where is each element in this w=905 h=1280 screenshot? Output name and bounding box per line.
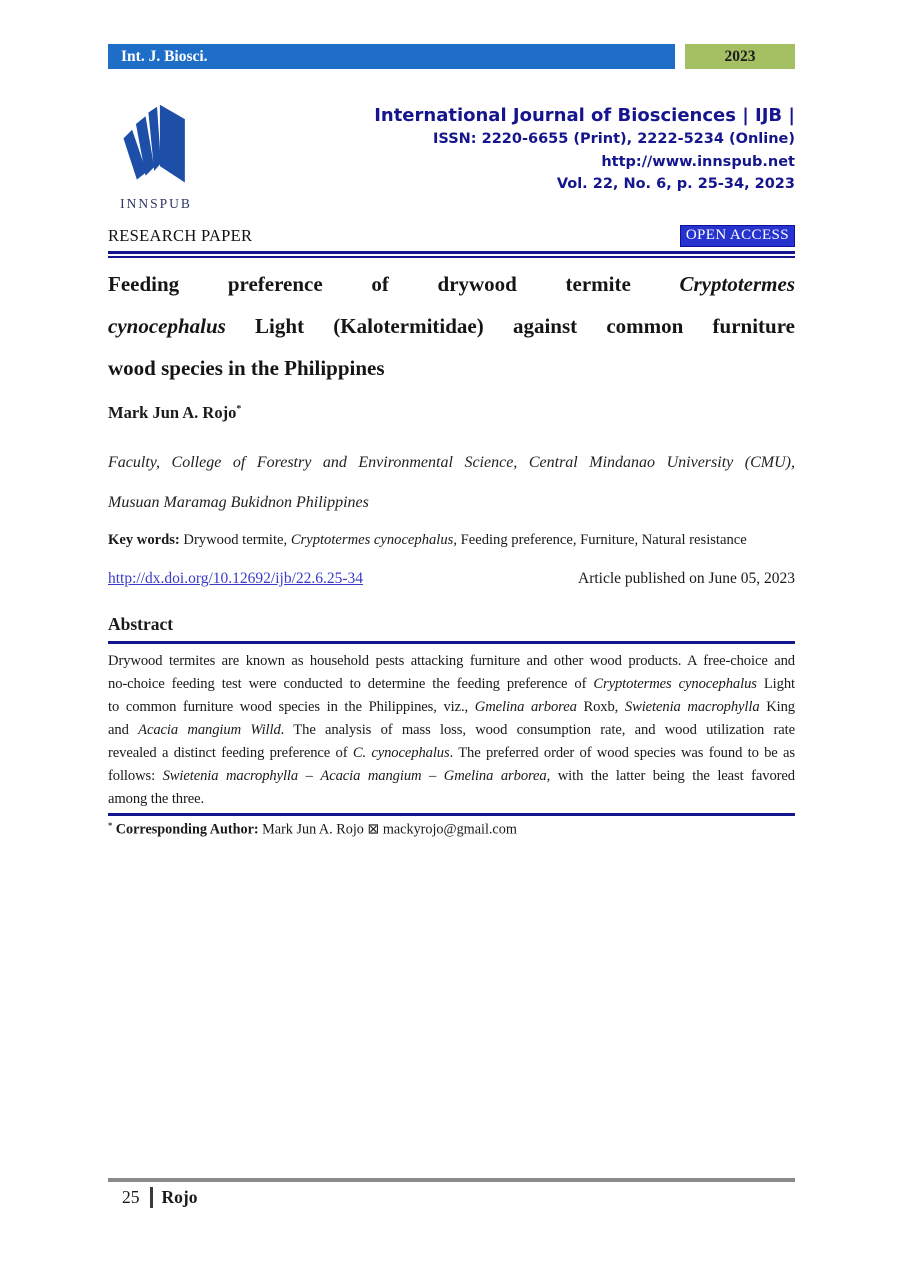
doi-row bbox=[108, 570, 795, 588]
journal-full-title: International Journal of Biosciences | IJB | bbox=[374, 105, 795, 126]
published-date: Article published on June 05, 2023 bbox=[578, 570, 795, 587]
abstract-heading: Abstract bbox=[108, 614, 174, 634]
article-type-row bbox=[108, 224, 795, 248]
header-bar-gap bbox=[675, 44, 685, 69]
journal-short-title: Int. J. Biosci. bbox=[108, 44, 675, 69]
keywords-line: Key words: Drywood termite, Cryptotermes cynocephalus, Feeding preference, Furniture, Natural resistance bbox=[108, 532, 747, 548]
volume-line: Vol. 22, No. 6, p. 25-34, 2023 bbox=[556, 176, 795, 192]
masthead bbox=[108, 100, 795, 220]
corresponding-author-line: * Corresponding Author: Mark Jun A. Rojo ⊠ mackyrojo@gmail.com bbox=[108, 819, 517, 838]
innspub-book-icon bbox=[110, 100, 206, 194]
header-double-rule bbox=[108, 251, 795, 258]
author-affiliation: Faculty, College of Forestry and Environmental Science, Central Mindanao University (CMU), Musuan Maramag Bukidnon Philippines bbox=[108, 454, 795, 511]
page-number: 25 bbox=[122, 1186, 140, 1207]
journal-website: http://www.innspub.net bbox=[601, 153, 795, 170]
open-access-badge: OPEN ACCESS bbox=[680, 225, 795, 247]
publisher-logo-label: INNSPUB bbox=[120, 196, 192, 211]
masthead-text bbox=[216, 100, 795, 220]
publisher-logo bbox=[108, 100, 216, 220]
page-footer bbox=[122, 1184, 197, 1210]
issn-line: ISSN: 2220-6655 (Print), 2222-5234 (Online) bbox=[433, 131, 795, 147]
article-type-label: RESEARCH PAPER bbox=[108, 226, 253, 245]
paper-title: Feeding preference of drywood termite Cryptotermes cynocephalus Light (Kalotermitidae) against common furniture wood species in the Philippines bbox=[108, 272, 795, 380]
abstract-rule bbox=[108, 641, 795, 644]
footer-rule bbox=[108, 1178, 795, 1182]
corresponding-rule bbox=[108, 813, 795, 816]
footer-separator bbox=[150, 1187, 153, 1208]
envelope-icon: ⊠ bbox=[367, 821, 380, 838]
abstract-text: Drywood termites are known as household pests attacking furniture and other wood products. A free-choice and no-choice feeding test were conducted to determine the feeding preference of Cryptotermes cynocephalus Light to common furniture wood species in the Philippines, viz., Gmelina arborea Roxb, Swietenia macrophylla King and Acacia mangium Willd. The analysis of mass loss, wood consumption rate, and wood utilization rate revealed a distinct feeding preference of C. cynocephalus. The preferred order of wood species was found to be as follows: Swietenia macrophylla – Acacia mangium – Gmelina arborea, with the latter being the least favored among the three. bbox=[108, 653, 796, 807]
running-author: Rojo bbox=[161, 1186, 198, 1207]
journal-year-badge: 2023 bbox=[685, 44, 795, 69]
journal-header-bar bbox=[108, 44, 795, 69]
author-name: Mark Jun A. Rojo* bbox=[108, 403, 242, 422]
doi-link[interactable]: http://dx.doi.org/10.12692/ijb/22.6.25-34 bbox=[108, 570, 364, 587]
